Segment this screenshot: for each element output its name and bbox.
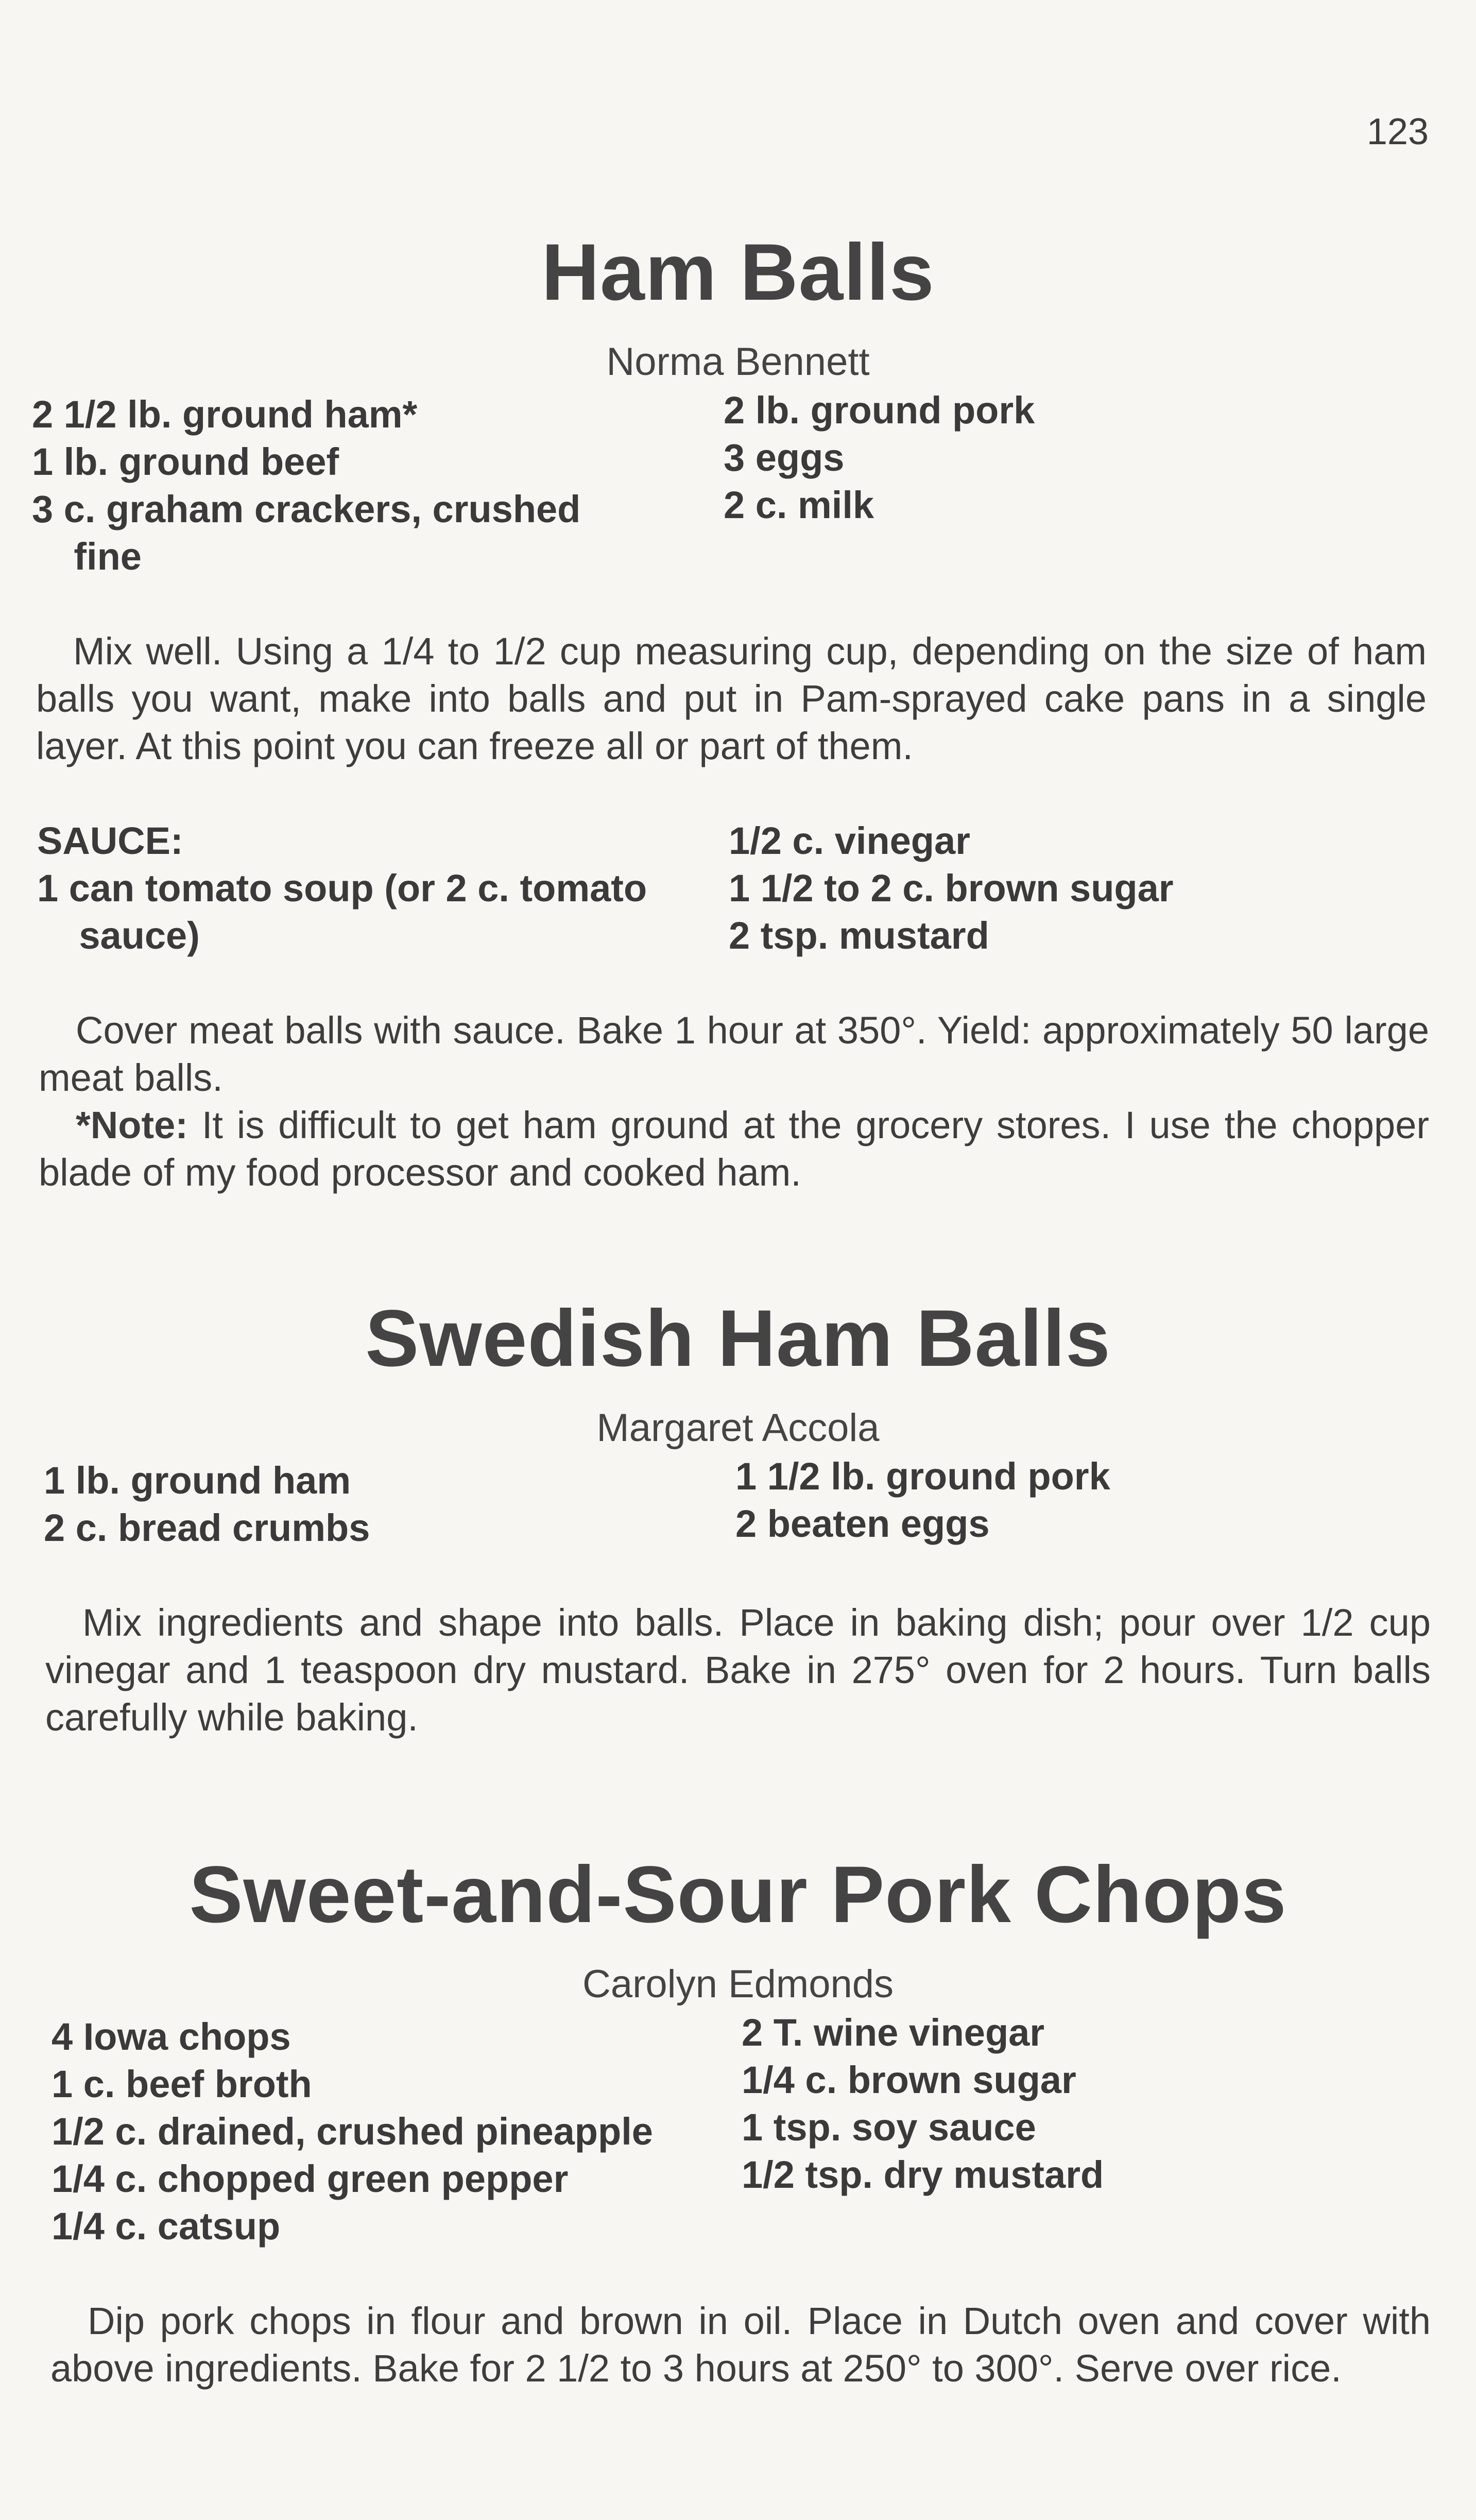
ingredient: 1 lb. ground beef bbox=[32, 440, 339, 484]
ingredient: 2 c. milk bbox=[724, 484, 874, 527]
note bbox=[39, 1102, 1429, 1196]
recipe-author: Margaret Accola bbox=[596, 1406, 880, 1450]
directions-paragraph: Mix well. Using a 1/4 to 1/2 cup measuring cup, depending on the size of ham balls you want, make into balls and put in Pam-sprayed cake pans in a single layer. At this point you can freeze all or part of them. bbox=[36, 630, 1427, 768]
sauce-column-right bbox=[729, 817, 1398, 959]
directions-paragraph: Dip pork chops in flour and brown in oil. Place in Dutch oven and cover with above ingredients. Bake for 2 1/2 to 3 hours at 250° to 300°. Serve over rice. bbox=[50, 2300, 1431, 2390]
sauce-column-left bbox=[37, 817, 729, 959]
directions bbox=[36, 628, 1427, 770]
ingredient: 1/2 c. drained, crushed pineapple bbox=[52, 2110, 653, 2153]
recipe-author: Carolyn Edmonds bbox=[582, 1962, 894, 2007]
sauce-ingredient-list bbox=[37, 817, 1476, 959]
directions-paragraph: Cover meat balls with sauce. Bake 1 hour at 350°. Yield: approximately 50 large meat balls. bbox=[39, 1009, 1429, 1100]
ingredient-column-left bbox=[32, 391, 724, 580]
ingredient: 2 T. wine vinegar bbox=[742, 2011, 1045, 2054]
ingredient-list bbox=[32, 391, 1476, 580]
note-label: *Note: bbox=[76, 1104, 188, 1147]
recipe-title: Sweet-and-Sour Pork Chops bbox=[189, 1850, 1287, 1940]
recipe-title: Swedish Ham Balls bbox=[365, 1294, 1111, 1383]
ingredient: 1 tsp. soy sauce bbox=[742, 2106, 1036, 2149]
ingredient: 1 can tomato soup (or 2 c. tomato sauce) bbox=[37, 867, 647, 957]
ingredient: 1/4 c. brown sugar bbox=[742, 2059, 1076, 2102]
ingredient-column-right bbox=[742, 2009, 1411, 2250]
ingredient: 2 1/2 lb. ground ham* bbox=[32, 393, 418, 436]
ingredient-list bbox=[52, 2013, 1476, 2250]
recipe-ham-balls bbox=[0, 227, 1476, 1196]
ingredient: 3 c. graham crackers, crushed fine bbox=[32, 488, 581, 578]
ingredient: 3 eggs bbox=[724, 436, 845, 479]
ingredient: 1 1/2 to 2 c. brown sugar bbox=[729, 867, 1174, 910]
recipe-title: Ham Balls bbox=[541, 228, 935, 317]
ingredient: 2 beaten eggs bbox=[735, 1502, 990, 1546]
ingredient: 1 c. beef broth bbox=[52, 2063, 312, 2106]
ingredient: 1 1/2 lb. ground pork bbox=[735, 1455, 1110, 1498]
sauce-heading: SAUCE: bbox=[37, 819, 183, 863]
ingredient: 1/4 c. chopped green pepper bbox=[52, 2157, 569, 2201]
ingredient: 1/4 c. catsup bbox=[52, 2205, 281, 2248]
ingredient: 2 tsp. mustard bbox=[729, 914, 989, 957]
ingredient-list bbox=[44, 1457, 1476, 1552]
ingredient-column-right bbox=[724, 387, 1393, 580]
note-text: It is difficult to get ham ground at the grocery stores. I use the chopper blade of my food processor and cooked ham. bbox=[39, 1104, 1429, 1194]
ingredient: 1/2 tsp. dry mustard bbox=[742, 2153, 1104, 2197]
recipe-swedish-ham-balls bbox=[0, 1293, 1476, 1741]
page-number: 123 bbox=[1366, 111, 1429, 152]
recipe-sweet-and-sour-pork-chops bbox=[0, 1849, 1476, 2392]
ingredient-column-left bbox=[52, 2013, 742, 2250]
ingredient-column-right bbox=[735, 1453, 1405, 1552]
ingredient: 4 Iowa chops bbox=[52, 2015, 291, 2059]
ingredient: 1/2 c. vinegar bbox=[729, 819, 970, 863]
recipe-author: Norma Bennett bbox=[606, 340, 870, 384]
directions-paragraph: Mix ingredients and shape into balls. Place in baking dish; pour over 1/2 cup vinegar and 1 teaspoon dry mustard. Bake in 275° oven for 2 hours. Turn balls carefully while baking. bbox=[45, 1601, 1431, 1739]
ingredient: 2 lb. ground pork bbox=[724, 389, 1035, 432]
ingredient: 1 lb. ground ham bbox=[44, 1459, 351, 1502]
directions bbox=[50, 2298, 1431, 2392]
ingredient: 2 c. bread crumbs bbox=[44, 1506, 370, 1550]
directions bbox=[45, 1599, 1431, 1741]
sauce-directions bbox=[39, 1007, 1429, 1196]
ingredient-column-left bbox=[44, 1457, 735, 1552]
